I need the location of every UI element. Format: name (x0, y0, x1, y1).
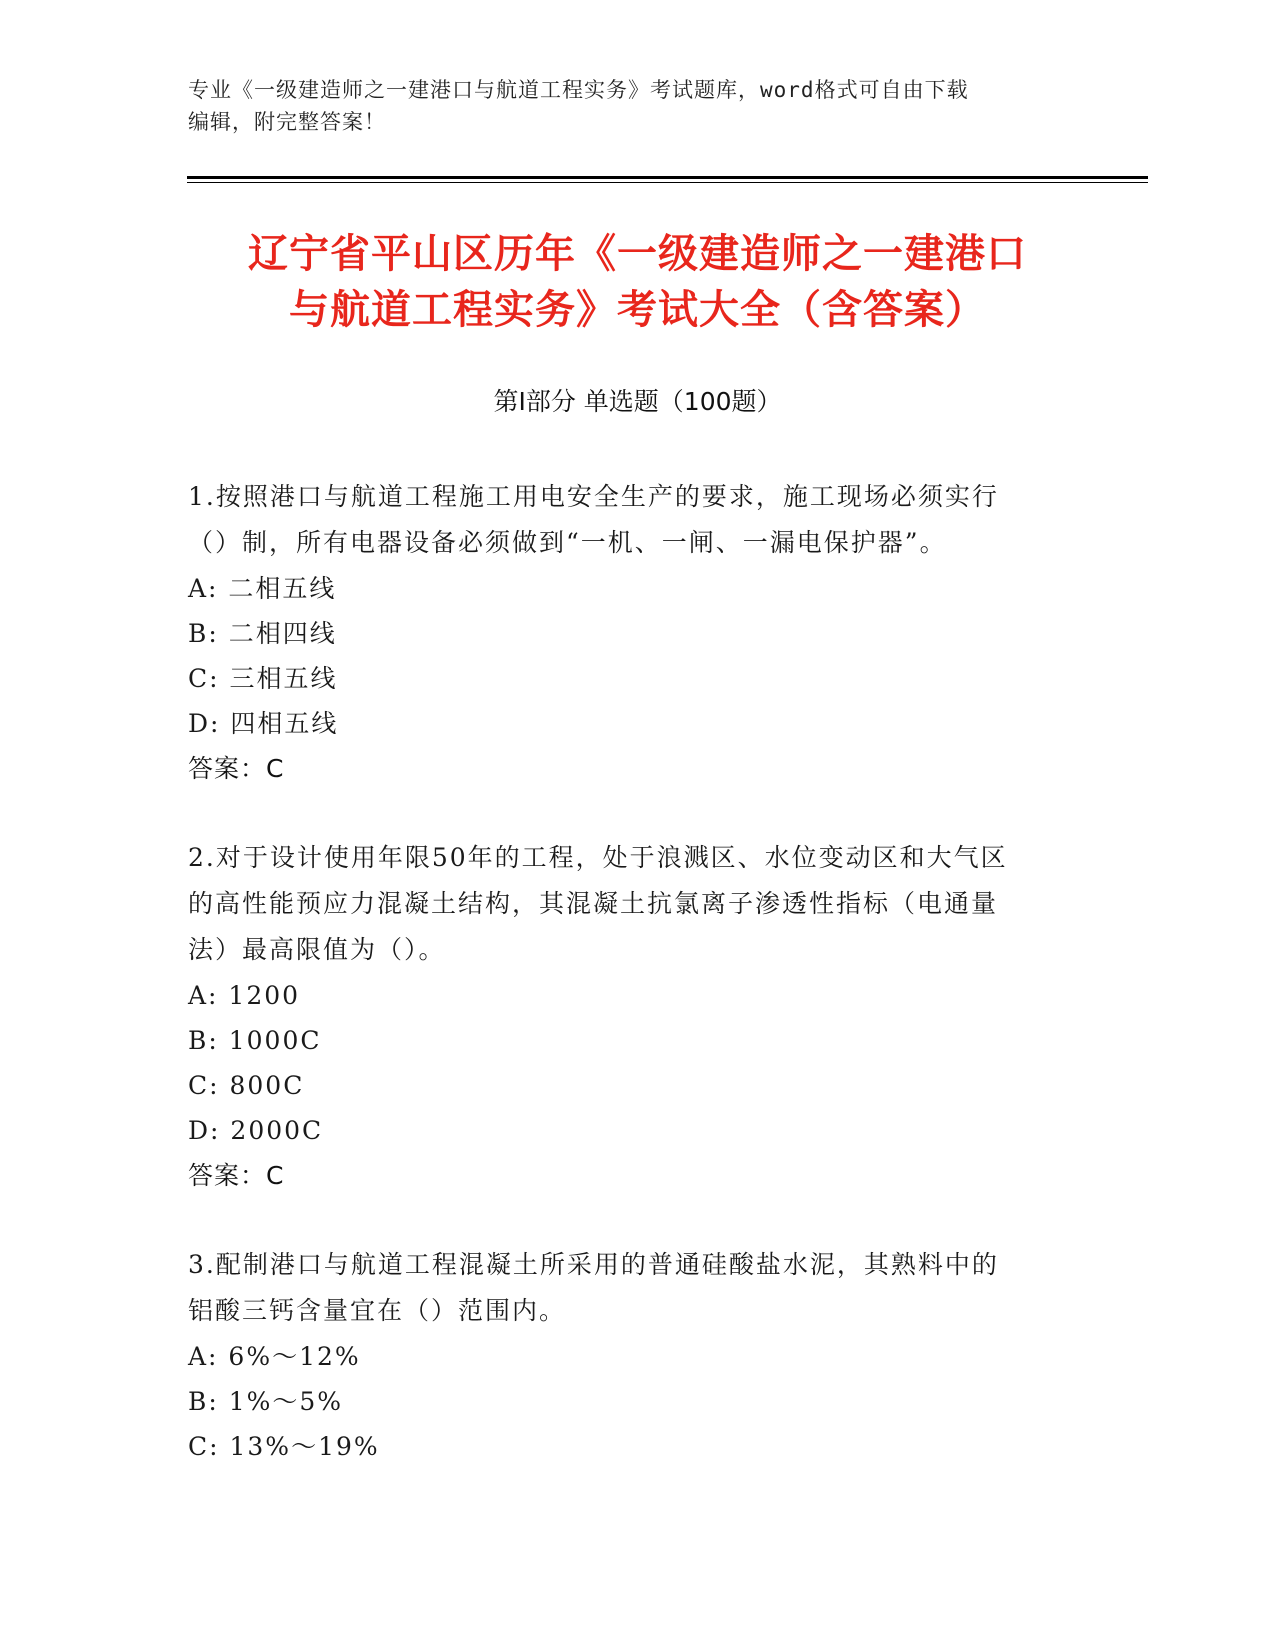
header-note (188, 74, 1088, 138)
header-rule-thick (187, 176, 1148, 179)
section-heading: 第Ⅰ部分 单选题（100题） (493, 387, 782, 416)
header-note-line-2: 编辑，附完整答案！ (188, 110, 386, 134)
document-title (180, 226, 1095, 338)
option-a: A: 1200 (188, 981, 301, 1010)
answer-label: 答案：C (188, 1161, 285, 1190)
question-stem-line: 法）最高限值为（）。 (188, 935, 446, 964)
option-c: C: 三相五线 (188, 664, 338, 693)
option-c: C: 13%～19% (188, 1432, 380, 1461)
option-a: A: 二相五线 (188, 574, 337, 603)
question-3 (188, 1242, 1068, 1469)
answer-label: 答案：C (188, 754, 285, 783)
option-d: D: 四相五线 (188, 709, 339, 738)
question-list (188, 474, 1068, 1513)
option-a: A: 6%～12% (188, 1342, 361, 1371)
question-stem-line: 1.按照港口与航道工程施工用电安全生产的要求，施工现场必须实行 (188, 482, 999, 511)
question-2 (188, 835, 1068, 1198)
option-b: B: 1000C (188, 1026, 322, 1055)
question-stem-line: 铝酸三钙含量宜在（）范围内。 (188, 1296, 567, 1325)
question-stem-line: （）制，所有电器设备必须做到“一机、一闸、一漏电保护器”。 (188, 528, 947, 557)
question-stem-line: 3.配制港口与航道工程混凝土所采用的普通硅酸盐水泥，其熟料中的 (188, 1250, 999, 1279)
question-stem-line: 2.对于设计使用年限50年的工程，处于浪溅区、水位变动区和大气区 (188, 843, 1008, 872)
option-b: B: 1%～5% (188, 1387, 344, 1416)
document-title-line-1: 辽宁省平山区历年《一级建造师之一建港口 (248, 231, 1027, 277)
header-rule-thin (187, 182, 1148, 183)
question-1 (188, 474, 1068, 791)
option-b: B: 二相四线 (188, 619, 337, 648)
document-title-line-2: 与航道工程实务》考试大全（含答案） (289, 287, 986, 333)
header-note-line-1: 专业《一级建造师之一建港口与航道工程实务》考试题库，word格式可自由下载 (188, 78, 969, 102)
option-c: C: 800C (188, 1071, 305, 1100)
option-d: D: 2000C (188, 1116, 324, 1145)
question-stem-line: 的高性能预应力混凝土结构，其混凝土抗氯离子渗透性指标（电通量 (188, 889, 999, 918)
